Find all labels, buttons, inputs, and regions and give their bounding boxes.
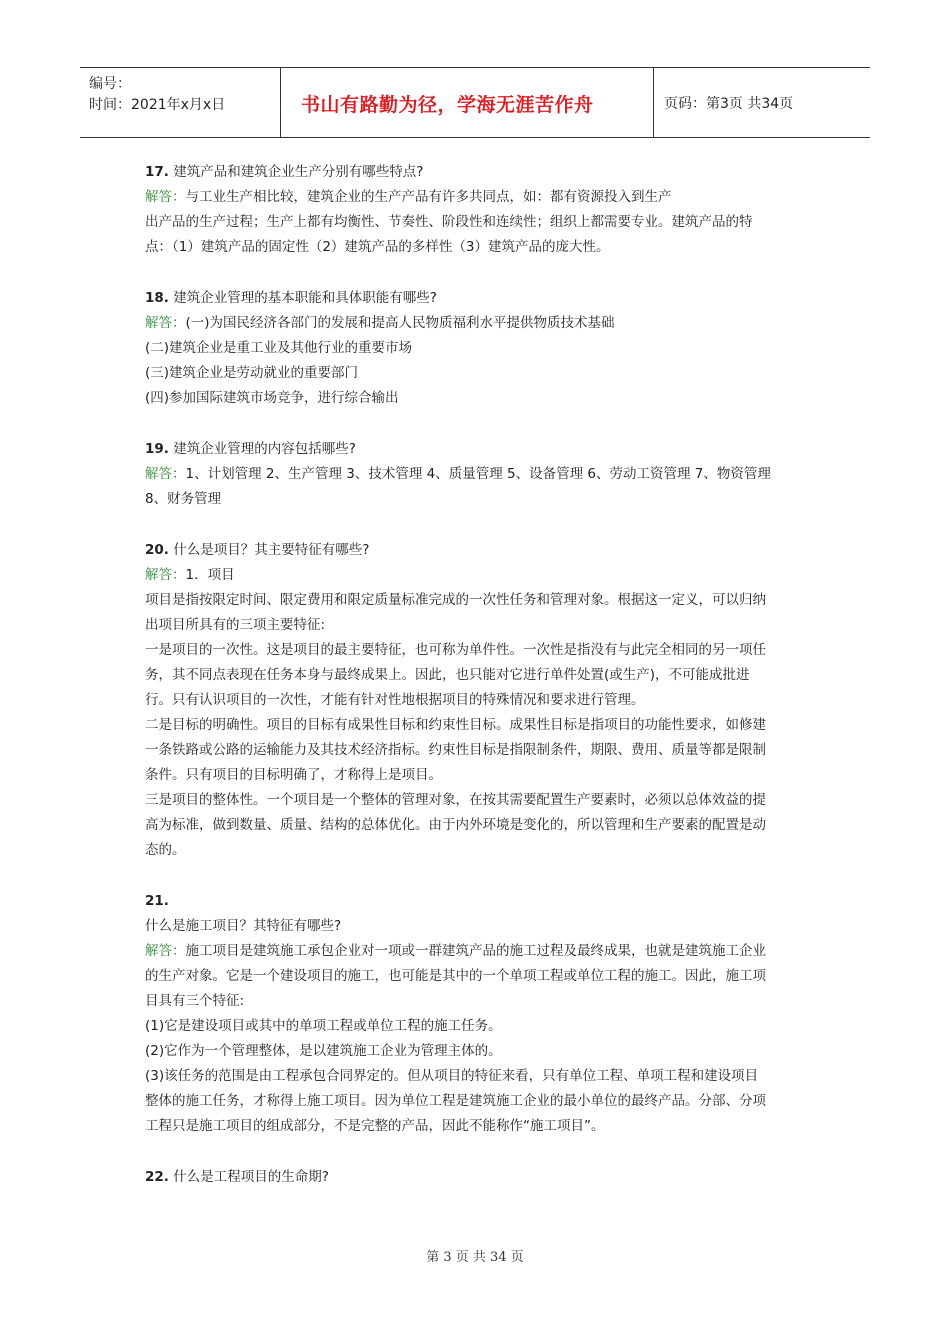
- answer-21-line: (3)该任务的范围是由工程承包合同界定的。但从项目的特征来看，只有单位工程、单项工程和建设项目: [145, 1068, 759, 1084]
- answer-18-line: (二)建筑企业是重工业及其他行业的重要市场: [145, 340, 413, 356]
- document-body: [145, 160, 810, 1190]
- answer-20-line: 三是项目的整体性。一个项目是一个整体的管理对象，在按其需要配置生产要素时，必须以总体效益的提: [145, 792, 766, 808]
- motto: 书山有路勤为径，学海无涯苦作舟: [301, 94, 594, 116]
- answer-20-line: 出项目所具有的三项主要特征:: [145, 617, 326, 633]
- header-motto-cell: [281, 68, 654, 137]
- answer-20-line: 务，其不同点表现在任务本身与最终成果上。因此，也只能对它进行单件处置(或生产)，不可能成批进: [145, 667, 750, 683]
- page-header: [80, 67, 870, 138]
- answer-21-line: 目具有三个特征:: [145, 993, 245, 1009]
- answer-label: 解答：: [145, 466, 186, 482]
- time-label: 时间：2021年x月x日: [89, 97, 226, 113]
- question-22: 22. 什么是工程项目的生命期?: [145, 1169, 329, 1185]
- question-21: 什么是施工项目？其特征有哪些?: [145, 918, 342, 934]
- answer-20-line: 行。只有认识项目的一次性，才能有针对性地根据项目的特殊情况和要求进行管理。: [145, 692, 645, 708]
- answer-20-line: 态的。: [145, 842, 186, 858]
- answer-20-line: 高为标准，做到数量、质量、结构的总体优化。由于内外环境是变化的，所以管理和生产要素的配置是动: [145, 817, 766, 833]
- answer-17-line: 出产品的生产过程；生产上都有均衡性、节奏性、阶段性和连续性；组织上都需要专业。建筑产品的特: [145, 214, 753, 230]
- answer-18-line: (四)参加国际建筑市场竞争，进行综合输出: [145, 390, 399, 406]
- question-18: 18. 建筑企业管理的基本职能和具体职能有哪些?: [145, 290, 437, 306]
- answer-18-line: 解答：(一)为国民经济各部门的发展和提高人民物质福利水平提供物质技术基础: [145, 315, 615, 331]
- question-21-number: 21.: [145, 893, 169, 909]
- number-label: 编号：: [89, 76, 131, 92]
- answer-20-line: 项目是指按限定时间、限定费用和限定质量标准完成的一次性任务和管理对象。根据这一定义，可以归纳: [145, 592, 766, 608]
- page-footer: 第 3 页 共 34 页: [426, 1250, 524, 1265]
- header-meta-cell: [80, 68, 281, 137]
- answer-18-line: (三)建筑企业是劳动就业的重要部门: [145, 365, 359, 381]
- answer-21-line: (1)它是建设项目或其中的单项工程或单位工程的施工任务。: [145, 1018, 502, 1034]
- answer-17-line: 解答：与工业生产相比较，建筑企业的生产产品有许多共同点，如：都有资源投入到生产: [145, 189, 672, 205]
- answer-21-line: 整体的施工任务，才称得上施工项目。因为单位工程是建筑施工企业的最小单位的最终产品。分部、分项: [145, 1093, 766, 1109]
- page-info: 页码：第3页 共34页: [664, 96, 794, 112]
- answer-19-line: 解答：1、计划管理 2、生产管理 3、技术管理 4、质量管理 5、设备管理 6、劳动工资管理 7、物资管理: [145, 466, 771, 482]
- question-19: 19. 建筑企业管理的内容包括哪些?: [145, 441, 356, 457]
- answer-label: 解答：: [145, 315, 186, 331]
- answer-21-line: 工程只是施工项目的组成部分，不是完整的产品，因此不能称作“施工项目”。: [145, 1118, 605, 1134]
- answer-20-line: 二是目标的明确性。项目的目标有成果性目标和约束性目标。成果性目标是指项目的功能性要求，如修建: [145, 717, 766, 733]
- answer-20-line: 一条铁路或公路的运输能力及其技术经济指标。约束性目标是指限制条件，期限、费用、质量等都是限制: [145, 742, 766, 758]
- answer-20-line: 解答：1．项目: [145, 567, 235, 583]
- answer-21-line: 解答：施工项目是建筑施工承包企业对一项或一群建筑产品的施工过程及最终成果，也就是建筑施工企业: [145, 943, 766, 959]
- answer-20-line: 一是项目的一次性。这是项目的最主要特征，也可称为单件性。一次性是指没有与此完全相同的另一项任: [145, 642, 766, 658]
- answer-21-line: 的生产对象。它是一个建设项目的施工，也可能是其中的一个单项工程或单位工程的施工。因此，施工项: [145, 968, 766, 984]
- answer-19-line: 8、财务管理: [145, 491, 222, 507]
- header-page-cell: [654, 68, 870, 137]
- answer-21-line: (2)它作为一个管理整体，是以建筑施工企业为管理主体的。: [145, 1043, 502, 1059]
- answer-label: 解答：: [145, 189, 186, 205]
- answer-17-line: 点：（1）建筑产品的固定性（2）建筑产品的多样性（3）建筑产品的庞大性。: [145, 239, 610, 255]
- answer-label: 解答：: [145, 943, 186, 959]
- answer-20-line: 条件。只有项目的目标明确了，才称得上是项目。: [145, 767, 442, 783]
- question-17: 17. 建筑产品和建筑企业生产分别有哪些特点?: [145, 164, 424, 180]
- answer-label: 解答：: [145, 567, 186, 583]
- question-20: 20. 什么是项目？其主要特征有哪些?: [145, 542, 370, 558]
